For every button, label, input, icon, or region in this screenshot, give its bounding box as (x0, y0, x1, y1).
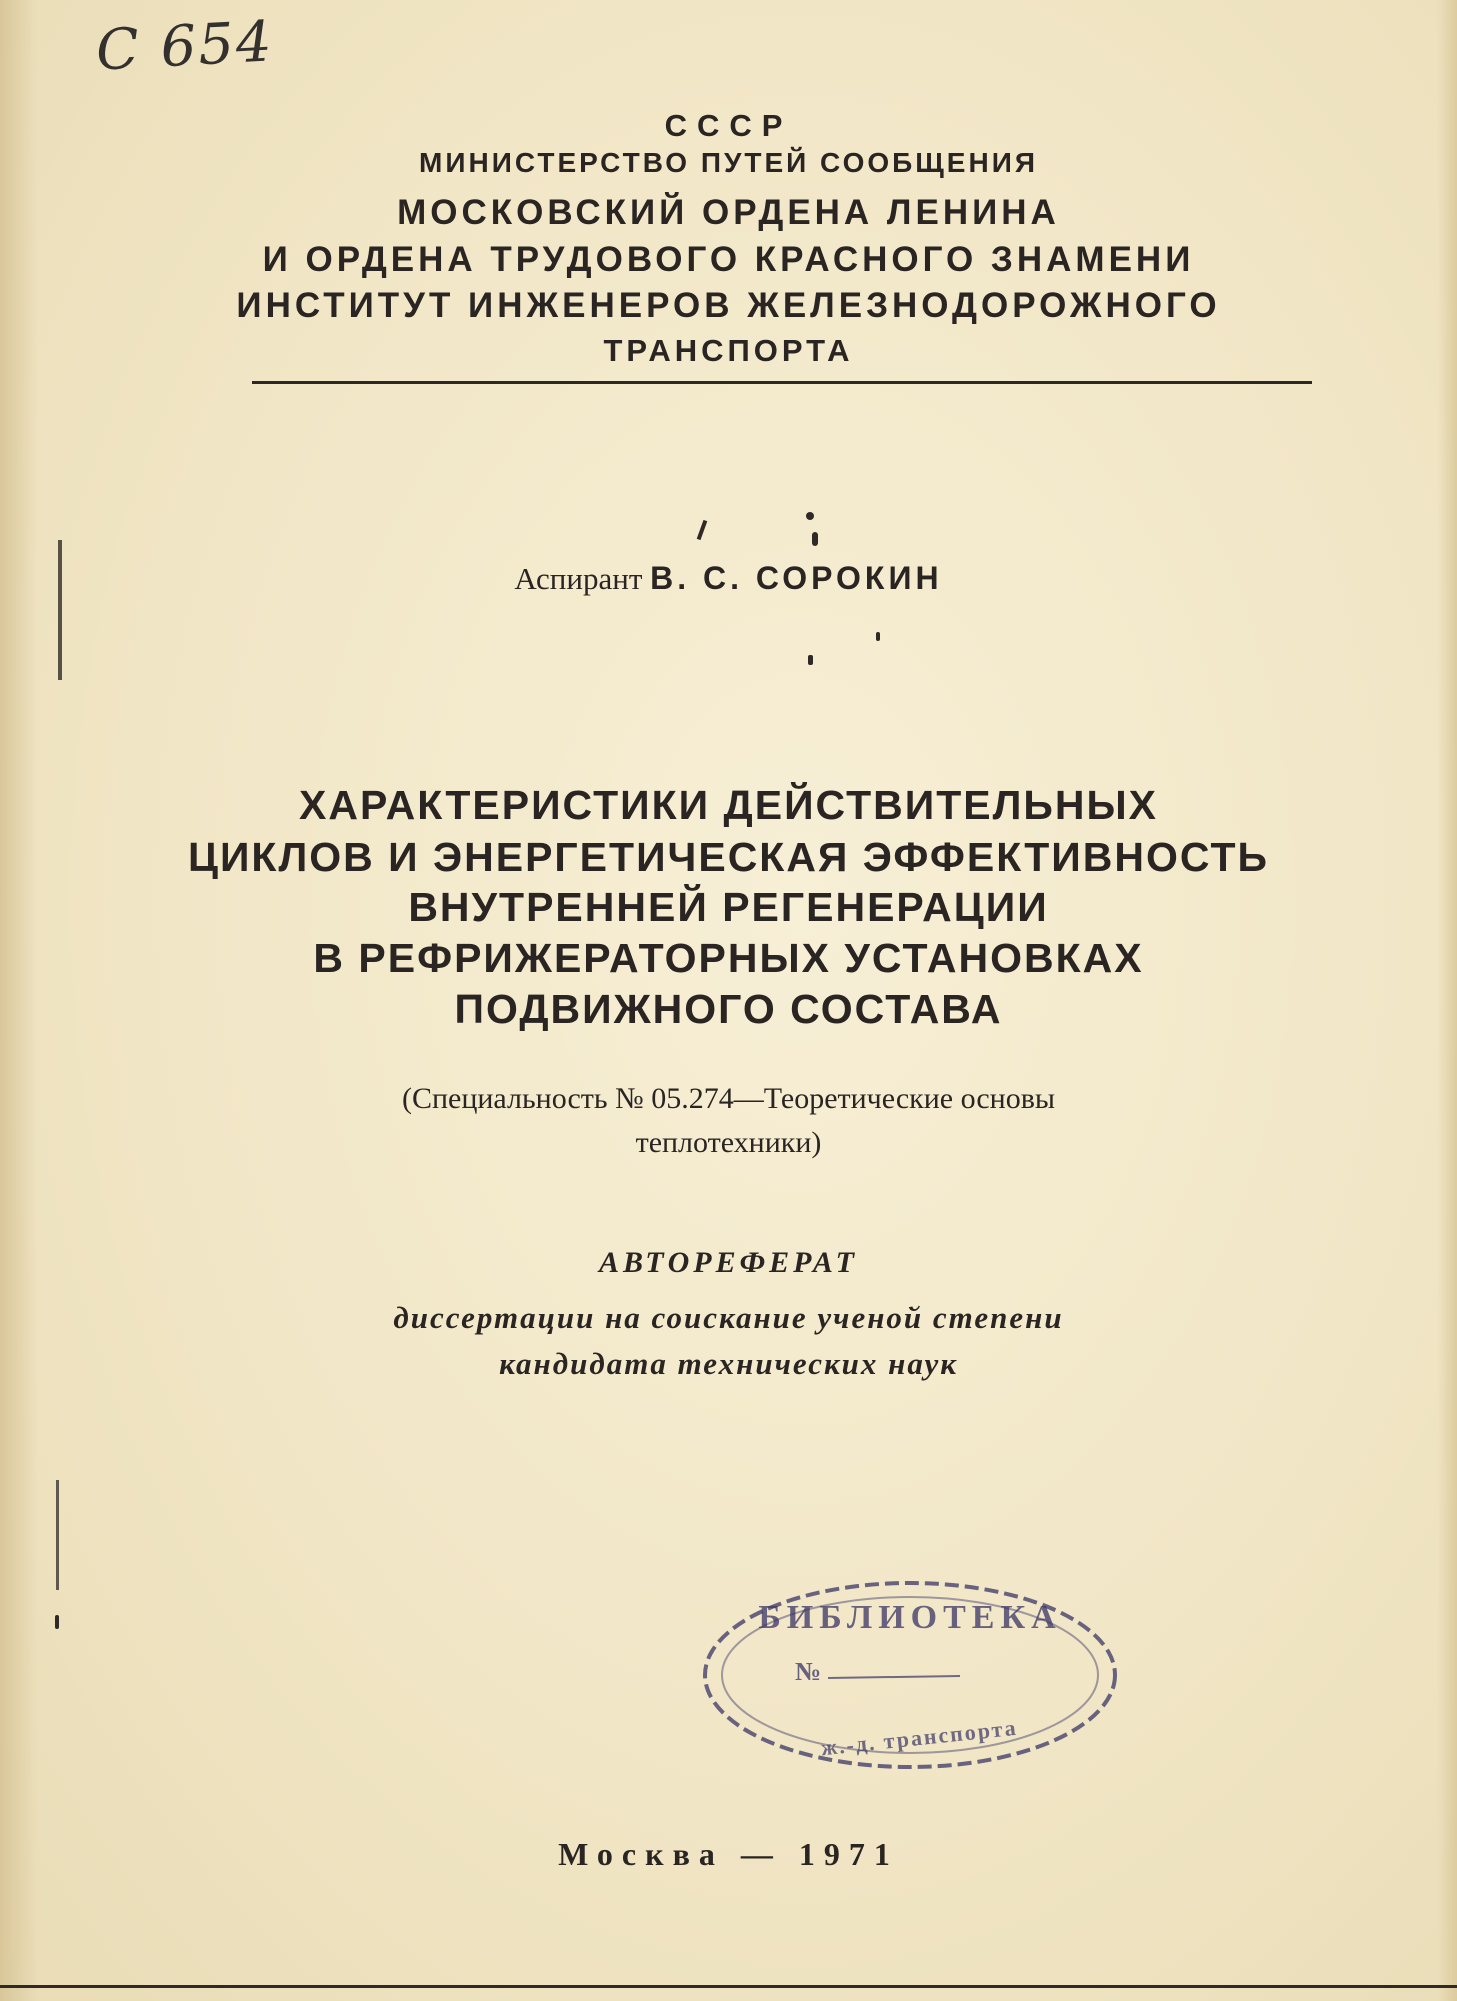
title-line-4: В РЕФРИЖЕРАТОРНЫХ УСТАНОВКАХ (313, 935, 1144, 981)
specialty-line-1: (Специальность № 05.274—Теоретические основы (401, 1082, 1056, 1115)
stamp-number-label: № (795, 1657, 822, 1686)
header-ministry: МИНИСТЕРСТВО ПУТЕЙ СООБЩЕНИЯ (419, 147, 1038, 178)
ink-speck (808, 655, 813, 665)
degree-line-1: диссертации на соискание ученой степени (393, 1300, 1064, 1335)
stamp-bottom-text: ж.-д. транспорта (819, 1714, 1019, 1761)
header-institute-line-3: ИНСТИТУТ ИНЖЕНЕРОВ ЖЕЛЕЗНОДОРОЖНОГО (236, 286, 1221, 325)
header-divider (252, 381, 1312, 384)
ink-speck (812, 532, 818, 546)
title-line-5: ПОДВИЖНОГО СОСТАВА (454, 986, 1003, 1032)
ink-speck (697, 520, 708, 540)
title-line-3: ВНУТРЕННЕЙ РЕГЕНЕРАЦИИ (408, 884, 1049, 930)
place-year: Москва — 1971 (558, 1836, 899, 1872)
library-stamp (690, 1570, 1130, 1780)
stamp-number-line (828, 1676, 960, 1678)
author-line (0, 560, 1457, 597)
title-line-2: ЦИКЛОВ И ЭНЕРГЕТИЧЕСКАЯ ЭФФЕКТИВНОСТЬ (188, 834, 1269, 880)
handwritten-catalog-code: С 654 (94, 9, 276, 84)
title-line-1: ХАРАКТЕРИСТИКИ ДЕЙСТВИТЕЛЬНЫХ (298, 782, 1158, 828)
header-institute-line-2: И ОРДЕНА ТРУДОВОГО КРАСНОГО ЗНАМЕНИ (262, 240, 1195, 279)
stamp-top-text: БИБЛИОТЕКА (758, 1599, 1062, 1636)
ink-speck (806, 512, 814, 520)
margin-mark (55, 1615, 59, 1629)
author-role: Аспирант (514, 561, 643, 596)
header-institute-line-1: МОСКОВСКИЙ ОРДЕНА ЛЕНИНА (397, 193, 1060, 232)
header-institute-line-4: ТРАНСПОРТА (603, 333, 854, 368)
margin-mark (56, 1480, 59, 1590)
ink-speck (876, 632, 880, 641)
abstract-label: АВТОРЕФЕРАТ (598, 1246, 859, 1279)
bottom-edge-line (0, 1985, 1457, 1988)
degree-line-2: кандидата технических наук (499, 1346, 958, 1381)
specialty-line-2: теплотехники) (635, 1126, 822, 1159)
header-country: СССР (664, 108, 793, 143)
author-name: В. С. СОРОКИН (650, 560, 943, 596)
